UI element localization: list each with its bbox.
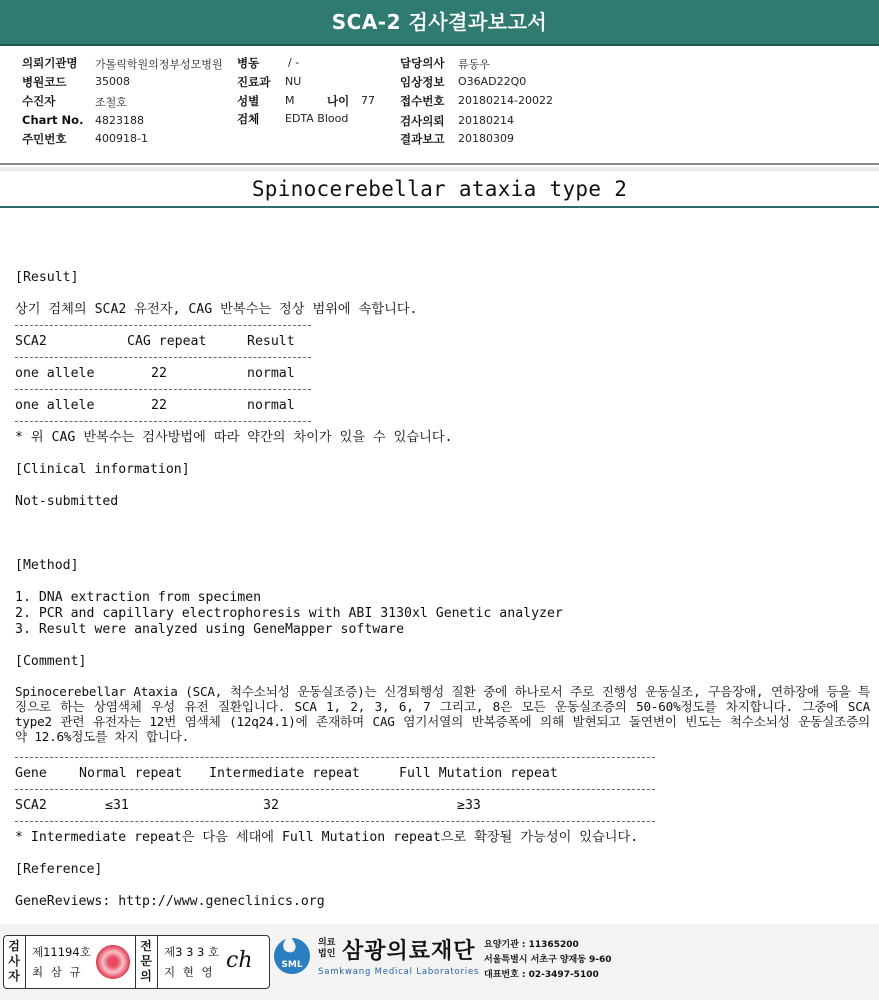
divider	[0, 206, 879, 208]
seal-icon	[96, 945, 130, 979]
reference-heading: [Reference]	[15, 862, 103, 877]
result-note: * 위 CAG 반복수는 검사방법에 따라 약간의 차이가 있을 수 있습니다.	[15, 430, 453, 445]
row-allele: one allele	[15, 398, 95, 413]
table-rule	[15, 757, 655, 759]
lab-code: 요양기관 : 11365200	[484, 940, 579, 950]
result-col-result: Result	[247, 334, 295, 349]
report-title: SCA-2 검사결과보고서	[0, 0, 879, 46]
divider	[157, 936, 158, 988]
report-label: 결과보고	[400, 132, 445, 146]
row-result: normal	[247, 398, 295, 413]
sml-logo-icon	[272, 936, 312, 976]
age-value: 77	[361, 94, 375, 107]
sex-value: M	[285, 94, 295, 107]
hospital-value: 가톨릭학원의정부성모병원	[95, 58, 223, 71]
age-label: 나이	[327, 94, 350, 108]
row-intermediate: 32	[263, 798, 279, 813]
col-normal: Normal repeat	[79, 766, 183, 781]
tester-license: 제11194호	[32, 945, 91, 959]
row-result: normal	[247, 366, 295, 381]
tester-label: 검사자	[8, 939, 20, 983]
divider-band	[0, 167, 879, 171]
divider	[25, 936, 26, 988]
row-full: ≥33	[457, 798, 481, 813]
specimen-value: EDTA Blood	[285, 112, 349, 125]
table-rule	[15, 789, 655, 791]
name-value: 조철호	[95, 96, 127, 109]
signature-box	[3, 935, 270, 989]
row-normal: ≤31	[105, 798, 129, 813]
table-rule	[15, 389, 311, 391]
signature-icon: ch	[226, 948, 253, 973]
tester-name: 최 삼 규	[32, 965, 83, 979]
result-col-gene: SCA2	[15, 334, 47, 349]
reviewer-name: 지 현 영	[164, 965, 215, 979]
reviewer-label: 전문의	[140, 939, 152, 983]
specimen-label: 검체	[237, 112, 260, 126]
doctor-value: 류동우	[458, 58, 490, 71]
comment-heading: [Comment]	[15, 654, 87, 669]
method-item: 2. PCR and capillary electrophoresis with ABI 3130xl Genetic analyzer	[15, 606, 563, 621]
ward-value: / -	[288, 56, 300, 69]
divider	[0, 163, 879, 165]
dept-label: 진료과	[237, 75, 271, 89]
clinical-value: O36AD22Q0	[458, 75, 527, 88]
clinical-heading: [Clinical information]	[15, 462, 190, 477]
code-label: 병원코드	[22, 75, 67, 89]
sex-label: 성별	[237, 94, 260, 108]
logo-text: SML	[281, 960, 303, 970]
method-item: 3. Result were analyzed using GeneMapper software	[15, 622, 405, 637]
row-cag: 22	[151, 366, 167, 381]
name-label: 수진자	[22, 94, 56, 108]
lab-address: 서울특별시 서초구 양재동 9-60	[484, 955, 612, 965]
row-allele: one allele	[15, 366, 95, 381]
lab-name: 삼광의료재단	[342, 939, 476, 964]
lab-phone: 대표번호 : 02-3497-5100	[484, 970, 599, 980]
result-heading: [Result]	[15, 270, 79, 285]
ward-label: 병동	[237, 56, 260, 70]
doctor-label: 담당의사	[400, 56, 445, 70]
table-rule	[15, 421, 311, 423]
row-gene: SCA2	[15, 798, 47, 813]
reference-text: GeneReviews: http://www.geneclinics.org	[15, 894, 325, 909]
col-gene: Gene	[15, 766, 47, 781]
request-label: 검사의뢰	[400, 114, 445, 128]
table-row	[15, 798, 665, 814]
corp-label-1: 의료	[318, 938, 336, 948]
id-value: 400918-1	[95, 132, 148, 145]
corp-type	[318, 938, 335, 960]
table-rule	[15, 821, 655, 823]
receipt-label: 접수번호	[400, 94, 445, 108]
result-col-cag: CAG repeat	[127, 334, 207, 349]
id-label: 주민번호	[22, 132, 67, 146]
hospital-label: 의뢰기관명	[22, 56, 78, 70]
result-summary: 상기 검체의 SCA2 유전자, CAG 반복수는 정상 범위에 속합니다.	[15, 302, 418, 317]
patient-info	[0, 53, 879, 163]
method-heading: [Method]	[15, 558, 79, 573]
table-row	[15, 398, 315, 414]
row-cag: 22	[151, 398, 167, 413]
col-intermediate: Intermediate repeat	[209, 766, 360, 781]
method-item: 1. DNA extraction from specimen	[15, 590, 262, 605]
request-value: 20180214	[458, 114, 514, 127]
lab-brand	[272, 934, 872, 990]
result-header-row	[15, 334, 315, 350]
receipt-value: 20180214-20022	[458, 94, 553, 107]
dept-value: NU	[285, 75, 302, 88]
lab-contact	[484, 938, 612, 983]
report-value: 20180309	[458, 132, 514, 145]
corp-label-2: 법인	[318, 949, 336, 959]
chart-label: Chart No.	[22, 113, 84, 127]
clinical-label: 임상정보	[400, 75, 445, 89]
clinical-text: Not-submitted	[15, 494, 119, 509]
test-title: Spinocerebellar ataxia type 2	[251, 177, 628, 201]
table-rule	[15, 357, 311, 359]
reviewer-license: 제3 3 3 호	[164, 945, 220, 959]
lab-name-en: Samkwang Medical Laboratories	[318, 967, 480, 977]
comment-paragraph: Spinocerebellar Ataxia (SCA, 척수소뇌성 운동실조증)는 신경퇴행성 질환 중에 하나로서 주로 진행성 운동실조, 구음장애, 연하장애 등을 특징으로 하는 상염색체 우성 유전 질환입니다. SCA 1, 2, 3, 6, 7 그리고, 8은 모든 운동실조증의 50-60%정도를 차지합니다. 그중에 SCA type2 관련 유전자는 12번 염색체 (12q24.1)에 존재하며 CAG 염기서열의 반복증폭에 의해 발현되고 돌연변이 빈도는 척수소뇌성 운동실조증의 약 12.6%정도를 차지 합니다.	[15, 684, 870, 744]
table-row	[15, 366, 315, 382]
comment-note: * Intermediate repeat은 다음 세대에 Full Mutation repeat으로 확장될 가능성이 있습니다.	[15, 830, 639, 845]
code-value: 35008	[95, 75, 130, 88]
repeat-header-row	[15, 766, 665, 782]
chart-value: 4823188	[95, 114, 144, 127]
col-full: Full Mutation repeat	[399, 766, 558, 781]
table-rule	[15, 325, 311, 327]
